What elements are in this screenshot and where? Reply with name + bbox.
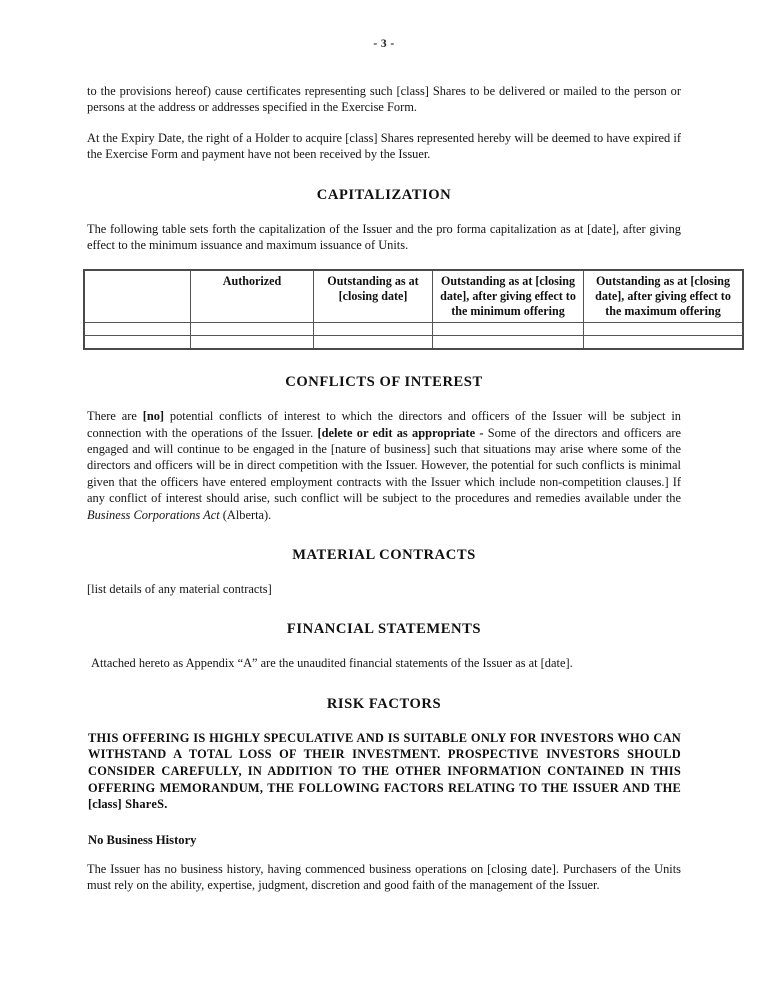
- subheading-no-business-history: No Business History: [88, 832, 197, 847]
- paragraph-expiry-date: At the Expiry Date, the right of a Holder to acquire [class] Shares represented hereby will be deemed to have expired if the Exercise Form and payment have not been received by the Issuer.: [87, 130, 681, 162]
- table-head: [84, 270, 743, 322]
- table-header-outstanding-minimum: Outstanding as at [closing date], after giving effect to the minimum offering: [433, 270, 584, 322]
- table-cell: [584, 336, 744, 350]
- conflicts-run-6-italic-statute: Business Corporations Act: [87, 507, 220, 522]
- risk-warning-run-3: ShareS.: [121, 797, 168, 812]
- conflicts-run-2-bold: [no]: [142, 409, 165, 424]
- risk-warning-run-1: THIS OFFERING IS HIGHLY SPECULATIVE AND IS SUITABLE ONLY FOR INVESTORS WHO CAN WITHSTAND A TOTAL LOSS OF THEIR INVESTMENT. PROSPECTIVE INVESTORS SHOULD CONSIDER CAREFULLY, IN ADDITION TO THE OTHER INFORMATION CONTAINED IN THIS OFFERING MEMORANDUM, THE FOLLOWING FACTORS RELATING TO THE ISSUER AND THE: [88, 730, 681, 795]
- table-header-row: [84, 270, 743, 322]
- table-body: [84, 323, 743, 350]
- table-cell: [191, 336, 314, 350]
- table-header-outstanding-maximum: Outstanding as at [closing date], after giving effect to the maximum offering: [584, 270, 744, 322]
- table-header-authorized: Authorized: [191, 270, 314, 322]
- table-cell: [191, 323, 314, 336]
- risk-warning-class-placeholder: [class]: [88, 797, 122, 812]
- heading-conflicts-of-interest: CONFLICTS OF INTEREST: [285, 374, 483, 391]
- paragraph-capitalization-intro: The following table sets forth the capitalization of the Issuer and the pro forma capitalization as at [date], after giving effect to the minimum issuance and maximum issuance of Units.: [87, 221, 681, 253]
- conflicts-run-3: potential conflicts of interest to which the directors and officers of the Issuer will be subject in connection with the operations of the Issuer.: [87, 409, 681, 440]
- conflicts-run-1: There are: [87, 409, 143, 424]
- table-cell: [314, 336, 433, 350]
- table-cell: [433, 336, 584, 350]
- paragraph-financial-statements: Attached hereto as Appendix “A” are the unaudited financial statements of the Issuer as at [date].: [91, 656, 573, 671]
- heading-capitalization: CAPITALIZATION: [316, 186, 452, 203]
- heading-risk-factors: RISK FACTORS: [326, 695, 442, 712]
- table-cell: [433, 323, 584, 336]
- table-cell: [584, 323, 744, 336]
- conflicts-run-5: Some of the directors and officers are engaged and will continue to be engaged in the [nature of business] such that situations may arise where some of the directors and officers will be in direct competition with the Issuer. However, the potential for such conflicts is minimal given that the officers have entered employment contracts with the Issuer which include non-competition clauses.] If any conflict of interest should arise, such conflict will be subject to the procedures and remedies available under the: [87, 425, 681, 506]
- table-cell: [84, 336, 191, 350]
- table-header-outstanding-closing: Outstanding as at [closing date]: [314, 270, 433, 322]
- page-number: - 3 -: [373, 38, 395, 50]
- conflicts-run-4-bold: [delete or edit as appropriate -: [317, 425, 484, 440]
- paragraph-risk-warning: [87, 730, 681, 813]
- table-header-blank: [84, 270, 191, 322]
- table-row: [84, 336, 743, 350]
- paragraph-material-contracts: [list details of any material contracts]: [87, 582, 272, 597]
- table-row: [84, 323, 743, 336]
- conflicts-run-7: (Alberta).: [219, 507, 272, 522]
- paragraph-continuation: to the provisions hereof) cause certificates representing such [class] Shares to be delivered or mailed to the person or persons at the address or addresses specified in the Exercise Form.: [87, 84, 681, 115]
- capitalization-table: [83, 269, 744, 350]
- capitalization-table-wrapper: [87, 269, 731, 350]
- heading-material-contracts: MATERIAL CONTRACTS: [292, 547, 476, 564]
- heading-financial-statements: FINANCIAL STATEMENTS: [286, 621, 482, 638]
- table-cell: [84, 323, 191, 336]
- table-cell: [314, 323, 433, 336]
- page-content: [87, 38, 731, 894]
- paragraph-conflicts-of-interest: [87, 408, 681, 523]
- paragraph-no-business-history: The Issuer has no business history, having commenced business operations on [closing date]. Purchasers of the Units must rely on the ability, expertise, judgment, discretion and good faith of the management of the Issuer.: [87, 861, 681, 893]
